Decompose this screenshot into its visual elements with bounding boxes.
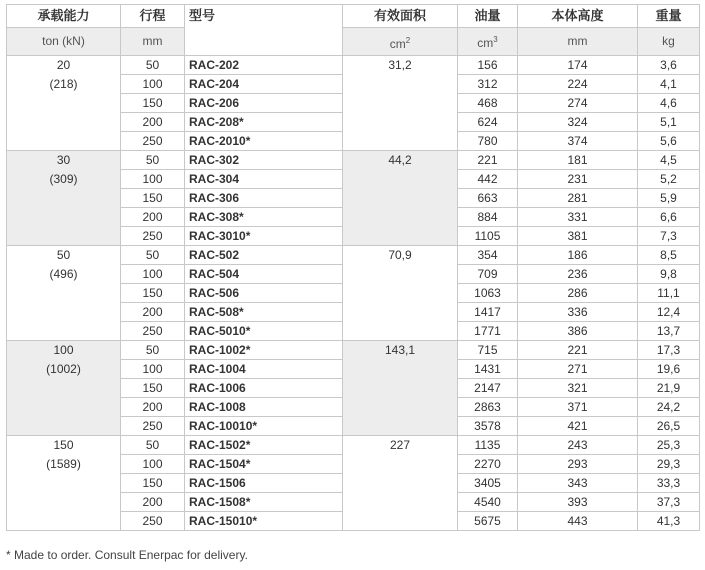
weight-cell: 17,3 xyxy=(638,341,700,360)
table-row xyxy=(7,246,700,265)
unit-oil-exp: 3 xyxy=(493,35,498,44)
table-row xyxy=(7,151,700,170)
weight-cell: 4,6 xyxy=(638,94,700,113)
header-height: 本体高度 xyxy=(518,5,638,28)
weight-cell: 6,6 xyxy=(638,208,700,227)
unit-weight: kg xyxy=(638,28,700,56)
model-cell: RAC-2010* xyxy=(185,132,343,151)
height-cell: 324 xyxy=(518,113,638,132)
model-cell: RAC-5010* xyxy=(185,322,343,341)
model-cell: RAC-1002* xyxy=(185,341,343,360)
model-cell: RAC-504 xyxy=(185,265,343,284)
oil-cell: 312 xyxy=(458,75,518,94)
height-cell: 336 xyxy=(518,303,638,322)
stroke-cell: 150 xyxy=(121,474,185,493)
weight-cell: 24,2 xyxy=(638,398,700,417)
weight-cell: 4,5 xyxy=(638,151,700,170)
weight-cell: 5,6 xyxy=(638,132,700,151)
stroke-cell: 100 xyxy=(121,265,185,284)
oil-cell: 221 xyxy=(458,151,518,170)
header-weight: 重量 xyxy=(638,5,700,28)
stroke-cell: 250 xyxy=(121,132,185,151)
unit-stroke: mm xyxy=(121,28,185,56)
oil-cell: 780 xyxy=(458,132,518,151)
model-cell: RAC-1502* xyxy=(185,436,343,455)
oil-cell: 156 xyxy=(458,56,518,75)
model-cell: RAC-15010* xyxy=(185,512,343,531)
stroke-cell: 50 xyxy=(121,246,185,265)
height-cell: 174 xyxy=(518,56,638,75)
height-cell: 243 xyxy=(518,436,638,455)
stroke-cell: 50 xyxy=(121,151,185,170)
oil-cell: 1105 xyxy=(458,227,518,246)
model-cell: RAC-208* xyxy=(185,113,343,132)
area-cell: 31,2 xyxy=(343,56,458,151)
height-cell: 343 xyxy=(518,474,638,493)
model-cell: RAC-1004 xyxy=(185,360,343,379)
header-oil: 油量 xyxy=(458,5,518,28)
model-cell: RAC-502 xyxy=(185,246,343,265)
capacity-kn: (309) xyxy=(49,172,78,186)
stroke-cell: 100 xyxy=(121,455,185,474)
stroke-cell: 250 xyxy=(121,322,185,341)
capacity-group xyxy=(7,246,700,341)
model-cell: RAC-3010* xyxy=(185,227,343,246)
stroke-cell: 50 xyxy=(121,436,185,455)
area-cell: 44,2 xyxy=(343,151,458,246)
capacity-cell xyxy=(7,436,121,531)
weight-cell: 5,1 xyxy=(638,113,700,132)
table-row xyxy=(7,341,700,360)
capacity-ton: 100 xyxy=(53,343,74,357)
oil-cell: 884 xyxy=(458,208,518,227)
weight-cell: 9,8 xyxy=(638,265,700,284)
model-cell: RAC-1504* xyxy=(185,455,343,474)
capacity-group xyxy=(7,56,700,151)
stroke-cell: 150 xyxy=(121,379,185,398)
oil-cell: 3578 xyxy=(458,417,518,436)
capacity-ton: 50 xyxy=(56,248,71,262)
model-cell: RAC-202 xyxy=(185,56,343,75)
capacity-cell xyxy=(7,341,121,436)
model-cell: RAC-302 xyxy=(185,151,343,170)
oil-cell: 2147 xyxy=(458,379,518,398)
height-cell: 281 xyxy=(518,189,638,208)
model-cell: RAC-308* xyxy=(185,208,343,227)
height-cell: 186 xyxy=(518,246,638,265)
model-cell: RAC-206 xyxy=(185,94,343,113)
oil-cell: 354 xyxy=(458,246,518,265)
units-row xyxy=(7,28,700,56)
spec-table xyxy=(6,4,700,531)
capacity-cell xyxy=(7,246,121,341)
weight-cell: 7,3 xyxy=(638,227,700,246)
height-cell: 386 xyxy=(518,322,638,341)
capacity-group xyxy=(7,151,700,246)
height-cell: 293 xyxy=(518,455,638,474)
stroke-cell: 200 xyxy=(121,398,185,417)
height-cell: 371 xyxy=(518,398,638,417)
table-row xyxy=(7,56,700,75)
header-stroke: 行程 xyxy=(121,5,185,28)
height-cell: 381 xyxy=(518,227,638,246)
capacity-group xyxy=(7,341,700,436)
weight-cell: 29,3 xyxy=(638,455,700,474)
oil-cell: 624 xyxy=(458,113,518,132)
oil-cell: 1431 xyxy=(458,360,518,379)
capacity-kn: (1002) xyxy=(46,362,81,376)
area-cell: 70,9 xyxy=(343,246,458,341)
unit-oil xyxy=(458,28,518,56)
height-cell: 271 xyxy=(518,360,638,379)
height-cell: 321 xyxy=(518,379,638,398)
oil-cell: 2270 xyxy=(458,455,518,474)
height-cell: 393 xyxy=(518,493,638,512)
model-cell: RAC-1006 xyxy=(185,379,343,398)
stroke-cell: 100 xyxy=(121,75,185,94)
table-header xyxy=(7,5,700,56)
model-cell: RAC-506 xyxy=(185,284,343,303)
area-cell: 227 xyxy=(343,436,458,531)
stroke-cell: 250 xyxy=(121,227,185,246)
weight-cell: 3,6 xyxy=(638,56,700,75)
model-cell: RAC-204 xyxy=(185,75,343,94)
stroke-cell: 50 xyxy=(121,56,185,75)
weight-cell: 4,1 xyxy=(638,75,700,94)
capacity-group xyxy=(7,436,700,531)
model-cell: RAC-10010* xyxy=(185,417,343,436)
oil-cell: 1063 xyxy=(458,284,518,303)
weight-cell: 25,3 xyxy=(638,436,700,455)
weight-cell: 11,1 xyxy=(638,284,700,303)
unit-area xyxy=(343,28,458,56)
height-cell: 286 xyxy=(518,284,638,303)
footnote: * Made to order. Consult Enerpac for delivery. xyxy=(6,548,248,562)
stroke-cell: 150 xyxy=(121,189,185,208)
height-cell: 374 xyxy=(518,132,638,151)
oil-cell: 663 xyxy=(458,189,518,208)
stroke-cell: 150 xyxy=(121,94,185,113)
weight-cell: 12,4 xyxy=(638,303,700,322)
stroke-cell: 50 xyxy=(121,341,185,360)
stroke-cell: 200 xyxy=(121,303,185,322)
table-row xyxy=(7,436,700,455)
oil-cell: 1135 xyxy=(458,436,518,455)
stroke-cell: 200 xyxy=(121,113,185,132)
unit-area-base: cm xyxy=(389,37,406,51)
oil-cell: 4540 xyxy=(458,493,518,512)
model-cell: RAC-1008 xyxy=(185,398,343,417)
weight-cell: 41,3 xyxy=(638,512,700,531)
model-cell: RAC-304 xyxy=(185,170,343,189)
weight-cell: 33,3 xyxy=(638,474,700,493)
height-cell: 231 xyxy=(518,170,638,189)
stroke-cell: 150 xyxy=(121,284,185,303)
height-cell: 274 xyxy=(518,94,638,113)
oil-cell: 1771 xyxy=(458,322,518,341)
oil-cell: 442 xyxy=(458,170,518,189)
weight-cell: 8,5 xyxy=(638,246,700,265)
oil-cell: 709 xyxy=(458,265,518,284)
stroke-cell: 250 xyxy=(121,512,185,531)
height-cell: 443 xyxy=(518,512,638,531)
header-row xyxy=(7,5,700,28)
weight-cell: 21,9 xyxy=(638,379,700,398)
weight-cell: 5,2 xyxy=(638,170,700,189)
stroke-cell: 100 xyxy=(121,360,185,379)
stroke-cell: 200 xyxy=(121,493,185,512)
oil-cell: 2863 xyxy=(458,398,518,417)
oil-cell: 1417 xyxy=(458,303,518,322)
oil-cell: 3405 xyxy=(458,474,518,493)
oil-cell: 715 xyxy=(458,341,518,360)
capacity-ton: 20 xyxy=(56,58,71,72)
weight-cell: 19,6 xyxy=(638,360,700,379)
capacity-cell xyxy=(7,151,121,246)
unit-area-exp: 2 xyxy=(405,36,411,45)
unit-capacity: ton (kN) xyxy=(7,28,121,56)
capacity-cell xyxy=(7,56,121,151)
weight-cell: 5,9 xyxy=(638,189,700,208)
model-cell: RAC-1508* xyxy=(185,493,343,512)
model-cell: RAC-1506 xyxy=(185,474,343,493)
capacity-kn: (1589) xyxy=(46,457,81,471)
oil-cell: 468 xyxy=(458,94,518,113)
area-cell: 143,1 xyxy=(343,341,458,436)
capacity-kn: (496) xyxy=(49,267,78,281)
capacity-kn: (218) xyxy=(49,77,78,91)
header-capacity: 承载能力 xyxy=(7,5,121,28)
stroke-cell: 100 xyxy=(121,170,185,189)
capacity-ton: 150 xyxy=(53,438,74,452)
weight-cell: 37,3 xyxy=(638,493,700,512)
header-model: 型号 xyxy=(185,5,343,56)
oil-cell: 5675 xyxy=(458,512,518,531)
unit-oil-base: cm xyxy=(477,36,494,50)
height-cell: 224 xyxy=(518,75,638,94)
height-cell: 181 xyxy=(518,151,638,170)
height-cell: 421 xyxy=(518,417,638,436)
model-cell: RAC-508* xyxy=(185,303,343,322)
height-cell: 236 xyxy=(518,265,638,284)
height-cell: 221 xyxy=(518,341,638,360)
stroke-cell: 250 xyxy=(121,417,185,436)
weight-cell: 13,7 xyxy=(638,322,700,341)
model-cell: RAC-306 xyxy=(185,189,343,208)
capacity-ton: 30 xyxy=(56,153,71,167)
unit-height: mm xyxy=(518,28,638,56)
weight-cell: 26,5 xyxy=(638,417,700,436)
header-area: 有效面积 xyxy=(343,5,458,28)
stroke-cell: 200 xyxy=(121,208,185,227)
height-cell: 331 xyxy=(518,208,638,227)
